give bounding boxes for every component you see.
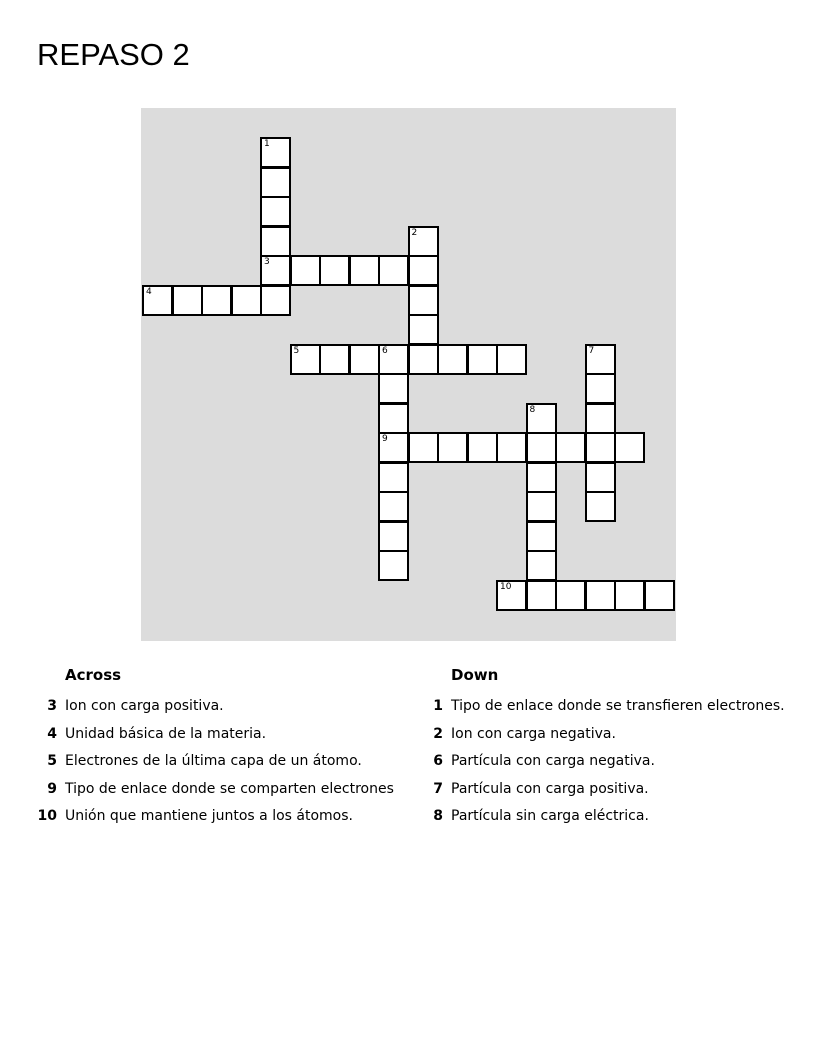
crossword-cell[interactable] — [319, 344, 350, 375]
crossword-cell[interactable] — [231, 285, 262, 316]
clue-text: Tipo de enlace donde se comparten electrones — [65, 780, 394, 797]
crossword-cell[interactable] — [526, 491, 557, 522]
crossword-cell[interactable] — [585, 491, 616, 522]
clue-text: Partícula con carga positiva. — [451, 780, 649, 797]
crossword-cell[interactable] — [526, 462, 557, 493]
crossword-cell[interactable] — [378, 521, 409, 552]
crossword-cell[interactable] — [260, 255, 291, 286]
clue-text: Partícula sin carga eléctrica. — [451, 808, 649, 824]
crossword-cell[interactable] — [585, 462, 616, 493]
crossword-cell[interactable] — [526, 580, 557, 611]
cell-number: 6 — [382, 345, 388, 356]
clue-number: 7 — [433, 780, 443, 797]
crossword-cell[interactable] — [644, 580, 675, 611]
crossword-cell[interactable] — [437, 344, 468, 375]
clue-text: Tipo de enlace donde se transfieren electrones. — [451, 698, 785, 714]
crossword-cell[interactable] — [142, 285, 173, 316]
crossword-cell[interactable] — [349, 255, 380, 286]
clue-text: Ion con carga positiva. — [65, 698, 224, 714]
clue-text: Ion con carga negativa. — [451, 725, 616, 742]
crossword-cell[interactable] — [378, 432, 409, 463]
crossword-cell[interactable] — [260, 196, 291, 227]
clue-text: Unión que mantiene juntos a los átomos. — [65, 808, 353, 824]
across-heading: Across — [65, 666, 122, 684]
crossword-cell[interactable] — [201, 285, 232, 316]
crossword-cell[interactable] — [319, 255, 350, 286]
crossword-grid — [141, 108, 676, 641]
crossword-cell[interactable] — [526, 432, 557, 463]
crossword-cell[interactable] — [614, 432, 645, 463]
down-heading: Down — [451, 666, 499, 684]
crossword-cell[interactable] — [172, 285, 203, 316]
crossword-cell[interactable] — [260, 285, 291, 316]
crossword-cell[interactable] — [378, 462, 409, 493]
crossword-cell[interactable] — [378, 403, 409, 434]
clue-number: 9 — [47, 780, 57, 797]
crossword-cell[interactable] — [585, 580, 616, 611]
clue-number: 4 — [47, 725, 57, 742]
crossword-cell[interactable] — [526, 521, 557, 552]
crossword-cell[interactable] — [260, 137, 291, 168]
crossword-cell[interactable] — [290, 255, 321, 286]
clue-number: 2 — [433, 725, 443, 742]
crossword-cell[interactable] — [496, 344, 527, 375]
clue-number: 1 — [433, 698, 443, 714]
crossword-cell[interactable] — [260, 167, 291, 198]
clue-text: Partícula con carga negativa. — [451, 753, 655, 769]
clue-number: 6 — [433, 753, 443, 769]
crossword-cell[interactable] — [290, 344, 321, 375]
crossword-cell[interactable] — [378, 344, 409, 375]
crossword-cell[interactable] — [614, 580, 645, 611]
crossword-cell[interactable] — [408, 344, 439, 375]
crossword-cell[interactable] — [408, 255, 439, 286]
cell-number: 2 — [411, 227, 418, 238]
clue-number: 5 — [47, 753, 57, 769]
cell-number: 5 — [293, 345, 300, 356]
crossword-cell[interactable] — [378, 373, 409, 404]
crossword-cell[interactable] — [408, 314, 439, 345]
crossword-cell[interactable] — [408, 226, 439, 257]
crossword-cell[interactable] — [408, 285, 439, 316]
cell-number: 10 — [500, 581, 512, 592]
crossword-cell[interactable] — [378, 491, 409, 522]
cell-number: 7 — [588, 345, 595, 356]
clue-number: 3 — [47, 698, 57, 714]
crossword-cell[interactable] — [526, 550, 557, 581]
cell-number: 1 — [264, 139, 270, 149]
crossword-cell[interactable] — [467, 344, 498, 375]
crossword-cell[interactable] — [496, 432, 527, 463]
crossword-cell[interactable] — [437, 432, 468, 463]
cell-number: 4 — [146, 286, 152, 297]
cell-number: 9 — [382, 434, 388, 444]
crossword-cell[interactable] — [378, 550, 409, 581]
crossword-cell[interactable] — [496, 580, 527, 611]
crossword-cell[interactable] — [555, 432, 586, 463]
crossword-cell[interactable] — [585, 373, 616, 404]
clue-text: Electrones de la última capa de un átomo. — [65, 753, 362, 769]
crossword-cell[interactable] — [260, 226, 291, 257]
crossword-cell[interactable] — [585, 432, 616, 463]
crossword-cell[interactable] — [349, 344, 380, 375]
crossword-cell[interactable] — [555, 580, 586, 611]
crossword-cell[interactable] — [585, 403, 616, 434]
crossword-cell[interactable] — [585, 344, 616, 375]
clue-number: 8 — [433, 808, 443, 824]
cell-number: 3 — [264, 257, 270, 267]
crossword-cell[interactable] — [467, 432, 498, 463]
crossword-cell[interactable] — [408, 432, 439, 463]
clue-text: Unidad básica de la materia. — [65, 725, 267, 742]
crossword-cell[interactable] — [526, 403, 557, 434]
cell-number: 8 — [529, 404, 536, 415]
crossword-cell[interactable] — [378, 255, 409, 286]
clue-number: 10 — [37, 808, 57, 824]
page-title: REPASO 2 — [37, 37, 190, 72]
